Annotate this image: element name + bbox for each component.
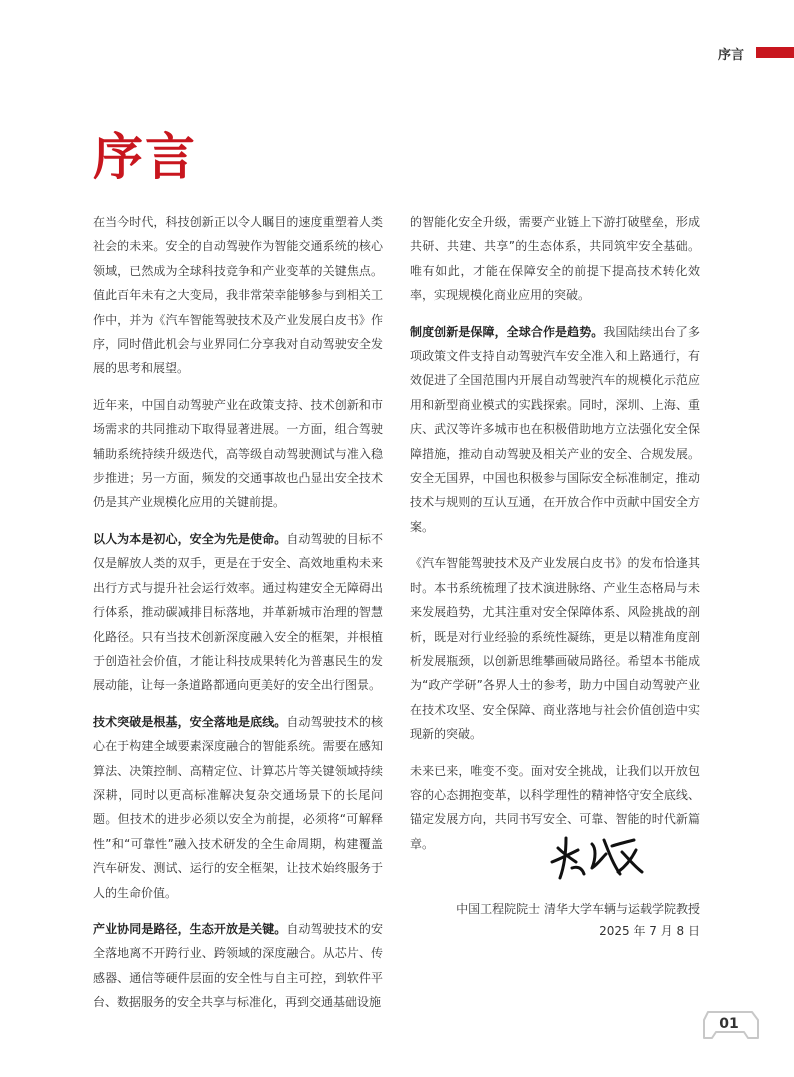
- paragraph: [93, 917, 383, 1015]
- paragraph-text: 自动驾驶技术的核心在于构建全域要素深度融合的智能系统。需要在感知算法、决策控制、高精定位、计算芯片等关键领域持续深耕，同时以更高标准解决复杂交通场景下的长尾问题。但技术的进步必须以安全为前提，必须将“可解释性”和“可靠性”融入技术研发的全生命周期，构建覆盖汽车研发、测试、运行的安全框架，让技术始终服务于人的生命价值。: [93, 714, 383, 900]
- paragraph-text: 的智能化安全升级，需要产业链上下游打破壁垒，形成共研、共建、共享”的生态体系，共同筑牢安全基础。唯有如此，才能在保障安全的前提下提高技术转化效率，实现规模化商业应用的突破。: [410, 215, 700, 303]
- paragraph-lead: 以人为本是初心，安全为先是使命。: [93, 531, 287, 546]
- paragraph-text: 自动驾驶的目标不仅是解放人类的双手，更是在于安全、高效地重构未来出行方式与提升社会运行效率。通过构建安全无障碍出行体系，推动碳减排目标落地，并革新城市治理的智慧化路径。只有当技术创新深度融入安全的框架，并根植于创造社会价值，才能让科技成果转化为普惠民生的发展动能，让每一条道路都通向更美好的安全出行图景。: [93, 531, 383, 693]
- paragraph-lead: 技术突破是根基，安全落地是底线。: [93, 714, 287, 729]
- signature-image: [548, 828, 648, 884]
- paragraph: [93, 393, 383, 515]
- header-accent-bar: [756, 47, 794, 58]
- header-section-label: 序言: [718, 48, 745, 63]
- paragraph-text: 在当今时代，科技创新正以令人瞩目的速度重塑着人类社会的未来。安全的自动驾驶作为智能交通系统的核心领域，已然成为全球科技竞争和产业变革的关键焦点。值此百年未有之大变局，我非常荣幸能够参与到相关工作中，并为《汽车智能驾驶技术及产业发展白皮书》作序，同时借此机会与业界同仁分享我对自动驾驶安全发展的思考和展望。: [93, 215, 383, 376]
- paragraph: [93, 210, 383, 381]
- paragraph-text: 我国陆续出台了多项政策文件支持自动驾驶汽车安全准入和上路通行，有效促进了全国范围内开展自动驾驶汽车的规模化示范应用和新型商业模式的实践探索。同时，深圳、上海、重庆、武汉等许多城市也在积极借助地方立法强化安全保障措施，推动自动驾驶及相关产业的安全、合规发展。安全无国界，中国也积极参与国际安全标准制定，推动技术与规则的互认互通，在开放合作中贡献中国安全方案。: [410, 324, 700, 534]
- paragraph-text: 自动驾驶技术的安全落地离不开跨行业、跨领域的深度融合。从芯片、传感器、通信等硬件层面的安全性与自主可控，到软件平台、数据服务的安全共享与标准化，再到交通基础设施: [93, 921, 383, 1010]
- left-column: [93, 210, 383, 1027]
- author-date: 2025 年 7 月 8 日: [599, 924, 700, 938]
- paragraph-lead: 制度创新是保障，全球合作是趋势。: [410, 324, 604, 339]
- paragraph: [93, 710, 383, 905]
- right-column: [410, 210, 700, 868]
- paragraph-text: 《汽车智能驾驶技术及产业发展白皮书》的发布恰逢其时。本书系统梳理了技术演进脉络、产业生态格局与未来发展趋势，尤其注重对安全保障体系、风险挑战的剖析，既是对行业经验的系统性凝练，更是以精准角度剖析发展瓶颈，以创新思维攀画破局路径。希望本书能成为“政产学研”各界人士的参考，助力中国自动驾驶产业在技术攻坚、安全保障、商业落地与社会价值创造中实现新的突破。: [410, 556, 700, 742]
- author-title: 中国工程院院士 清华大学车辆与运载学院教授: [456, 902, 700, 916]
- paragraph: [410, 210, 700, 308]
- paragraph: [410, 551, 700, 746]
- paragraph-lead: 产业协同是路径，生态开放是关键。: [93, 921, 287, 936]
- author-block: [410, 898, 700, 942]
- page-title: 序言: [93, 128, 197, 186]
- paragraph-text: 未来已来，唯变不变。面对安全挑战，让我们以开放包容的心态拥抱变革，以科学理性的精神恪守安全底线、锚定发展方向，共同书写安全、可靠、智能的时代新篇章。: [410, 763, 700, 851]
- page-number: 01: [719, 1016, 739, 1032]
- paragraph-text: 近年来，中国自动驾驶产业在政策支持、技术创新和市场需求的共同推动下取得显著进展。一方面，组合驾驶辅助系统持续升级迭代，高等级自动驾驶测试与准入稳步推进；另一方面，频发的交通事故也凸显出安全技术仍是其产业规模化应用的关键前提。: [93, 397, 383, 510]
- paragraph: [93, 527, 383, 698]
- paragraph: [410, 320, 700, 540]
